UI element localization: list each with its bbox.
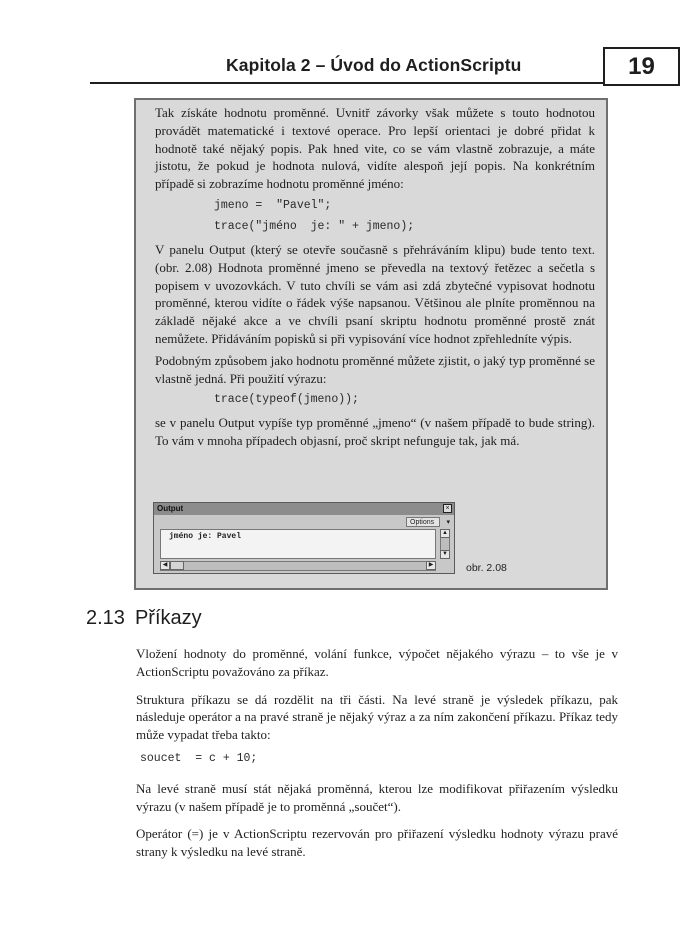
body-paragraph: Struktura příkazu se dá rozdělit na tři části. Na levé straně je výsledek příkazu, pak následuje operátor a na pravé straně je nějaký výraz a za ním zakončení příkazu. Příkaz tedy může vypadat třeba takto: <box>136 691 618 743</box>
code-line: trace(typeof(jmeno)); <box>214 393 359 407</box>
header-rule <box>90 82 604 84</box>
scroll-left-icon[interactable]: ◀ <box>160 561 170 570</box>
code-line: trace("jméno je: " + jmeno); <box>214 219 415 233</box>
code-line: soucet = c + 10; <box>140 751 258 765</box>
box-paragraph: Podobným způsobem jako hodnotu proměnné můžete zjistit, o jaký typ proměnné se vlastně jedná. Při použití výrazu: <box>155 352 595 386</box>
output-window <box>153 502 455 574</box>
chapter-title: Kapitola 2 – Úvod do ActionScriptu <box>226 55 522 75</box>
output-window-title: Output <box>154 503 454 515</box>
body-paragraph: Operátor (=) je v ActionScriptu rezervován pro přiřazení výsledku hodnoty výrazu pravé strany k výsledku na levé straně. <box>136 826 618 860</box>
code-line: jmeno = "Pavel"; <box>214 198 332 212</box>
box-paragraph: Tak získáte hodnotu proměnné. Uvnitř závorky však můžete s touto hodnotou provádět matematické i textové operace. Pro lepší orientaci je dobré přidat k hodnotě také nějaký popis. Pak hned vite, co se vám vlastně zobrazuje, a máte jistotu, že pokud je hodnota nulová, vidíte alespoň její popis. Na konkrétním případě si zobrazíme hodnotu proměnné jméno: <box>155 105 595 192</box>
section-title: Příkazy <box>134 607 202 629</box>
chevron-down-icon[interactable]: ▾ <box>446 519 450 526</box>
vertical-scrollbar[interactable] <box>440 529 450 559</box>
output-text-area[interactable] <box>160 529 436 559</box>
scroll-right-icon[interactable]: ▶ <box>426 561 436 570</box>
horizontal-scrollbar[interactable] <box>160 561 436 571</box>
scroll-thumb[interactable] <box>170 561 184 570</box>
section-heading <box>86 607 202 630</box>
options-dropdown[interactable] <box>406 517 440 527</box>
scroll-down-icon[interactable]: ▼ <box>440 550 450 559</box>
section-body <box>136 645 618 871</box>
body-paragraph: Vložení hodnoty do proměnné, volání funkce, výpočet nějakého výrazu – to vše je v ActionScriptu považováno za příkaz. <box>136 646 618 679</box>
box-paragraph: V panelu Output (který se otevře současně s přehráváním klipu) bude tento text. (obr. 2.08) Hodnota proměnné jmeno se převedla na textový řetězec a sečetla s popisem v uvozovkách. V tuto chvíli se vám asi zdá zbytečné vypisovat hodnotu proměnné, kterou vidíte o řádek výše napsanou. Většinou ale plníte proměnnou na základě nějaké akce a ve chvíli psaní skriptu hodnotu proměnné prostě znát nemůžete. Přidáváním popisků si při vypisování více hodnot zpřehledníte výpis. <box>155 241 595 346</box>
body-paragraph: Na levé straně musí stát nějaká proměnná, kterou lze modifikovat přiřazením výsledku výrazu (v našem případě je to proměnná „součet“). <box>136 780 618 814</box>
section-number: 2.13 <box>86 607 125 629</box>
box-paragraph: se v panelu Output vypíše typ proměnné „jmeno“ (v našem případě to bude string). To vám v mnoha případech objasní, proč skript nefunguje tak, jak má. <box>155 415 595 449</box>
options-label: Options <box>410 519 435 526</box>
close-icon[interactable]: × <box>443 504 452 513</box>
figure-caption: obr. 2.08 <box>466 562 507 574</box>
output-text: jméno je: Pavel <box>169 532 242 541</box>
example-box-text <box>155 104 595 454</box>
scroll-up-icon[interactable]: ▲ <box>440 529 450 538</box>
page-number: 19 <box>603 47 680 86</box>
